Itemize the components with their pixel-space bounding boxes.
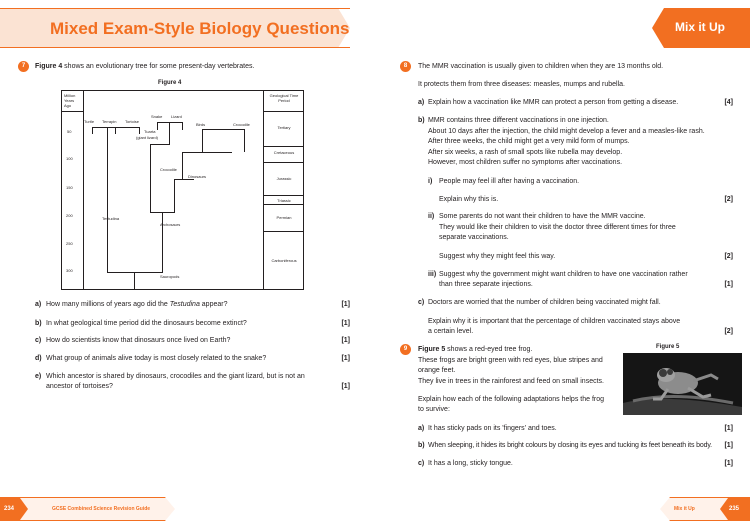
q9b-mark: [1] [724,442,733,449]
q7a-text-start: How many millions of years ago did the [46,301,170,308]
period-tertiary: Tertiary [277,125,291,130]
q8c-label: c) [418,299,425,306]
q8a-label: a) [418,99,425,106]
q7a-label: a) [35,301,42,308]
q7a-text-end: appear? [199,301,228,308]
q8bii-line: Some parents do not want their children to have the MMR vaccine. [439,213,646,220]
footer-section-title: Mix it Up [674,506,695,512]
page-title: Mixed Exam-Style Biology Questions [50,19,350,38]
question-7-badge: 7 [18,61,29,72]
question-8-intro1: The MMR vaccination is usually given to children when they are 13 months old. [418,63,664,70]
question-9-badge: 9 [400,344,411,355]
q8c-prompt2: a certain level. [428,328,474,335]
q7b-label: b) [35,320,42,327]
figure-4-ref: Figure 4 [35,63,63,70]
q7a-italic: Testudina [169,301,200,308]
q7c-label: c) [35,337,42,344]
q8c-prompt1: Explain why it is important that the percentage of children vaccinated stays above [428,318,681,325]
q9b-text: When sleeping, it hides its bright colours by closing its eyes and tucking its feet beneath its body. [428,442,712,449]
page-number-left: 234 [4,506,15,512]
q7e-line1: Which ancestor is shared by dinosaurs, crocodiles and the giant lizard, but is not an [46,373,305,380]
q8a-mark: [4] [724,99,733,106]
q7a-mark: [1] [341,301,350,308]
q9-line: orange feet. [418,367,456,374]
year-tick: 100 [66,156,73,161]
year-tick: 200 [66,213,73,218]
page-number-right: 235 [729,506,740,512]
label-tortoise: Tortoise [125,119,140,124]
q8biii-line2: than three separate injections. [439,281,533,288]
figure-4-title: Figure 4 [158,80,182,86]
frog-illustration-icon [623,353,742,415]
year-tick: 50 [67,129,72,134]
tree-frog-photo [623,353,742,415]
period-carboniferous: Carboniferous [271,258,297,263]
label-terrapin: Terrapin [102,119,117,124]
q9c-text: It has a long, sticky tongue. [428,460,513,467]
q8bi-text: People may feel ill after having a vaccination. [439,178,580,185]
q8biii-line1: Suggest why the government might want children to have one vaccination rather [439,271,688,278]
figure-5-ref: Figure 5 [418,346,446,353]
label-birds: Birds [196,122,206,127]
q8bii-label: ii) [428,213,435,220]
q7a-text [46,300,227,309]
label-sauropods: Sauropods [160,274,180,279]
q8b-line: MMR contains three different vaccinations in one injection. [428,117,609,124]
period-cretaceous: Cretaceous [273,150,295,155]
q9a-label: a) [418,425,425,432]
label-dinosaurs: Dinosaurs [188,174,207,179]
q8bi-prompt: Explain why this is. [439,196,499,203]
q7c-mark: [1] [341,337,350,344]
q8bii-line: They would like their children to visit the doctor three different times for three [439,224,676,231]
q9a-text: It has sticky pads on its 'fingers' and toes. [428,425,557,432]
q8b-line: However, most children suffer no symptoms after vaccinations. [428,159,623,166]
q7b-mark: [1] [341,320,350,327]
q7d-mark: [1] [341,355,350,362]
figure-5-title: Figure 5 [656,344,680,350]
q8bii-mark: [2] [724,253,733,260]
q9-line: They live in trees in the rainforest and feed on small insects. [418,378,604,385]
label-snake: Snake [151,114,163,119]
period-jurassic: Jurassic [276,176,292,181]
year-tick: 250 [66,241,73,246]
q9c-label: c) [418,460,425,467]
q7b-text: In what geological time period did the dinosaurs become extinct? [46,320,247,327]
label-turtle: Turtle [84,119,95,124]
q8b-line: After six weeks, a rash of small spots like rubella may develop. [428,149,623,156]
q9-prompt2: to survive: [418,406,450,413]
q8biii-mark: [1] [724,281,733,288]
year-tick: 300 [66,268,73,273]
q9-prompt1: Explain how each of the following adaptations helps the frog [418,396,605,403]
q9-line: These frogs are bright green with red eyes, blue stripes and [418,357,603,364]
year-tick: 150 [66,185,73,190]
q9b-label: b) [418,442,425,449]
q7e-label: e) [35,373,42,380]
q7d-text: What group of animals alive today is most closely related to the snake? [46,355,267,362]
q8bii-prompt: Suggest why they might feel this way. [439,253,556,260]
question-7-intro [35,62,254,71]
label-crocodile: Crocodile [233,122,250,127]
q8bi-mark: [2] [724,196,733,203]
q8b-line: About 10 days after the injection, the child might develop a fever and a measles-like rash. [428,128,705,135]
question-8-intro2: It protects them from three diseases: measles, mumps and rubella. [418,81,625,88]
years-column-header: Million Years Ago [64,93,76,108]
footer-book-title: GCSE Combined Science Revision Guide [52,506,151,512]
q8a-text: Explain how a vaccination like MMR can protect a person from getting a disease. [428,99,679,106]
q7e-line2: ancestor of tortoises? [46,383,113,390]
q8bii-line: separate vaccinations. [439,234,509,241]
label-giant-lizard: (giant lizard) [136,135,159,140]
label-tuarta: Tuarta [144,129,156,134]
label-testudina: Testudina [102,216,120,221]
q8bi-label: i) [428,178,433,185]
question-9-intro [418,345,532,354]
question-7-intro-text: shows an evolutionary tree for some present-day vertebrates. [62,63,255,70]
question-9-intro-text: shows a red-eyed tree frog. [445,346,533,353]
question-8-badge: 8 [400,61,411,72]
q7e-mark: [1] [341,383,350,390]
q7d-label: d) [35,355,42,362]
period-column-header: Geological Time Period [269,93,299,103]
q8b-line: After three weeks, the child might get a very mild form of mumps. [428,138,630,145]
period-triassic: Triassic [277,198,291,203]
q8biii-label: iii) [428,271,437,278]
q8c-mark: [2] [724,328,733,335]
evolutionary-tree-figure [61,90,304,290]
period-permian: Permian [276,215,292,220]
q9c-mark: [1] [724,460,733,467]
label-archosaurs: Archosaurs [160,222,181,227]
q7c-text: How do scientists know that dinosaurs once lived on Earth? [46,337,231,344]
q9a-mark: [1] [724,425,733,432]
q8c-text: Doctors are worried that the number of children being vaccinated might fall. [428,299,661,306]
label-crocodile-ancestor: Crocodile [160,167,177,172]
label-lizard: Lizard [171,114,182,119]
section-title: Mix it Up [675,20,725,34]
q8b-label: b) [418,117,425,124]
